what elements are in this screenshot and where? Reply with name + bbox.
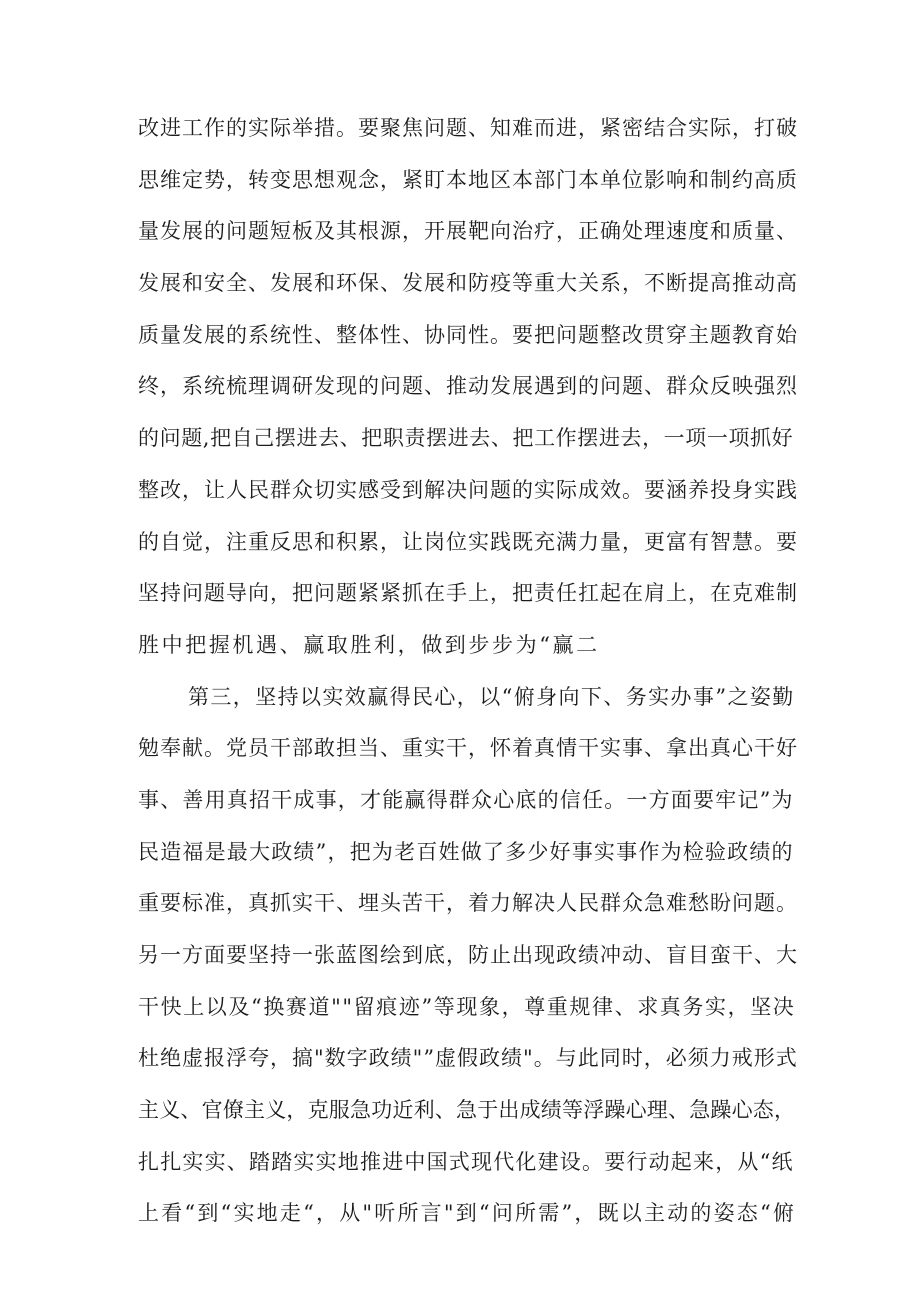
- text-line: 终，系统梳理调研发现的问题、推动发展遇到的问题、群众反映强烈: [138, 374, 798, 398]
- text-line: 发展和安全、发展和环保、发展和防疫等重大关系，不断提高推动高: [138, 271, 798, 295]
- text-line: 扎扎实实、踏踏实实地推进中国式现代化建设。要行动起来，从“纸: [138, 1150, 794, 1174]
- text-line: 重要标准，真抓实干、埋头苦干，着力解决人民群众急难愁盼问题。: [138, 891, 798, 915]
- text-line: 胜中把握机遇、赢取胜利，做到步步为“赢二: [138, 633, 600, 657]
- text-line: 质量发展的系统性、整体性、协同性。要把问题整改贯穿主题教育始: [138, 323, 798, 347]
- text-line: 另一方面要坚持一张蓝图绘到底，防止出现政绩冲动、盲目蛮干、大: [138, 943, 798, 967]
- text-line: 干快上以及“换赛道""留痕迹”等现象，尊重规律、求真务实，坚决: [138, 995, 796, 1019]
- paragraph-first-line: 第三，坚持以实效赢得民心，以“俯身向下、务实办事”之姿勤: [188, 685, 795, 709]
- text-line: 事、善用真招干成事，才能赢得群众心底的信任。一方面要牢记”为: [138, 788, 794, 812]
- text-line: 坚持问题导向，把问题紧紧抓在手上，把责任扛起在肩上，在克难制: [138, 581, 798, 605]
- text-line: 思维定势，转变思想观念，紧盯本地区本部门本单位影响和制约高质: [138, 168, 798, 192]
- text-line: 的问题,把自己摆进去、把职责摆进去、把工作摆进去，一项一项抓好: [138, 426, 794, 450]
- text-line: 上看“到“实地走“，从"听所言"到“问所需”，既以主动的姿态“俯: [138, 1201, 797, 1225]
- text-line: 主义、官僚主义，克服急功近利、急于出成绩等浮躁心理、急躁心态，: [138, 1098, 796, 1122]
- text-line: 杜绝虚报浮夸，搞"数字政绩"”虚假政绩"。与此同时，必须力戒形式: [138, 1046, 798, 1070]
- text-line: 整改，让人民群众切实感受到解决问题的实际成效。要涵养投身实践: [138, 478, 798, 502]
- text-line: 量发展的问题短板及其根源，开展靶向治疗，正确处理速度和质量、: [138, 219, 798, 243]
- text-line: 民造福是最大政绩”，把为老百姓做了多少好事实事作为检验政绩的: [138, 840, 794, 864]
- text-line: 改进工作的实际举措。要聚焦问题、知难而进，紧密结合实际，打破: [138, 116, 798, 140]
- text-line: 的自觉，注重反思和积累，让岗位实践既充满力量，更富有智慧。要: [138, 530, 798, 554]
- text-line: 勉奉献。党员干部敢担当、重实干，怀着真情干实事、拿出真心干好: [138, 736, 798, 760]
